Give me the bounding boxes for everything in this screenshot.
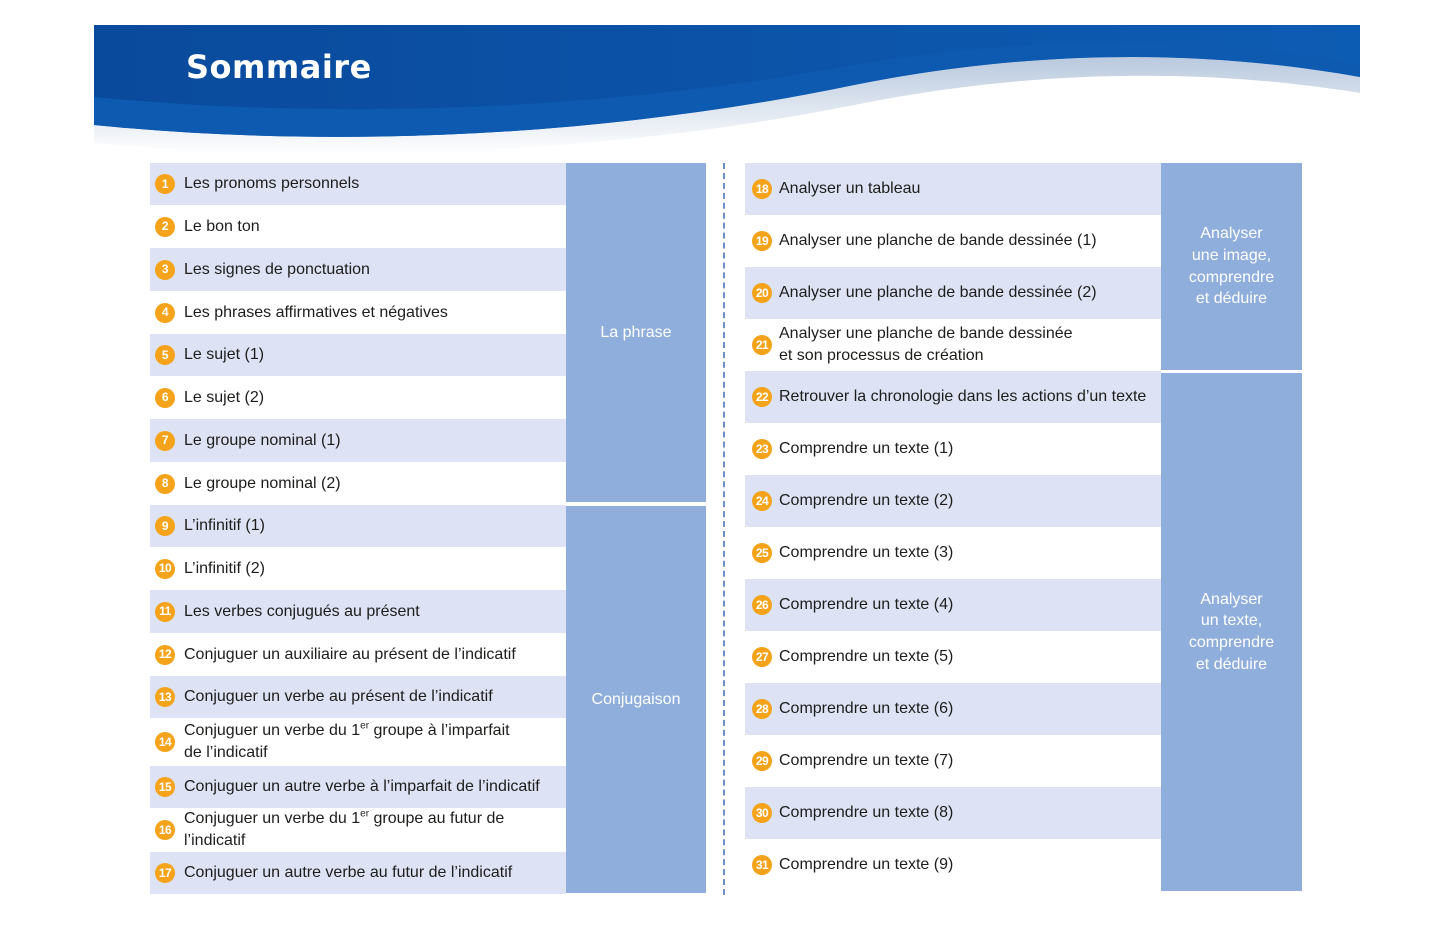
item-label: Retrouver la chronologie dans les actions d’un texte xyxy=(779,388,1147,406)
category-analyser-texte: Analyser un texte, comprendre et déduire xyxy=(1161,373,1302,891)
item-number-badge: 27 xyxy=(752,647,772,667)
item-number-badge: 8 xyxy=(155,474,175,494)
item-number-badge: 28 xyxy=(752,699,772,719)
item-number-badge: 18 xyxy=(752,179,772,199)
item-number-badge: 29 xyxy=(752,751,772,771)
item-number-badge: 20 xyxy=(752,283,772,303)
item-label: Le sujet (1) xyxy=(184,346,265,364)
item-number-badge: 26 xyxy=(752,595,772,615)
item-label: L’infinitif (2) xyxy=(184,559,265,577)
item-number-badge: 31 xyxy=(752,855,772,875)
item-number-badge: 24 xyxy=(752,491,772,511)
summary-item-28 xyxy=(745,683,1161,735)
item-number-badge: 23 xyxy=(752,439,772,459)
item-number-badge: 12 xyxy=(155,645,175,665)
item-number-badge: 3 xyxy=(155,260,175,280)
item-label: Conjuguer un verbe du 1er groupe à l’imparfait de l’indicatif xyxy=(184,721,510,761)
summary-item-24 xyxy=(745,475,1161,527)
item-label: Conjuguer un verbe du 1er groupe au futur de l’indicatif xyxy=(184,809,505,849)
item-label: Les signes de ponctuation xyxy=(184,260,370,278)
item-label: Les verbes conjugués au présent xyxy=(184,602,420,620)
item-label: Le sujet (2) xyxy=(184,388,265,406)
item-number-badge: 16 xyxy=(155,820,175,840)
summary-item-27 xyxy=(745,631,1161,683)
summary-item-14 xyxy=(150,718,566,766)
item-number-badge: 15 xyxy=(155,777,175,797)
item-number-badge: 2 xyxy=(155,217,175,237)
summary-item-18 xyxy=(745,163,1161,215)
item-number-badge: 7 xyxy=(155,431,175,451)
item-label: Le groupe nominal (2) xyxy=(184,474,341,492)
item-label: Comprendre un texte (8) xyxy=(779,804,954,822)
item-label: Comprendre un texte (3) xyxy=(779,544,954,562)
item-number-badge: 6 xyxy=(155,388,175,408)
category-la-phrase: La phrase xyxy=(566,163,706,502)
summary-item-7 xyxy=(150,419,566,462)
header-banner xyxy=(94,25,1360,150)
summary-item-26 xyxy=(745,579,1161,631)
item-number-badge: 13 xyxy=(155,687,175,707)
summary-item-3 xyxy=(150,248,566,291)
summary-item-30 xyxy=(745,787,1161,839)
summary-item-16 xyxy=(150,808,566,852)
category-analyser-image: Analyser une image, comprendre et déduire xyxy=(1161,163,1302,370)
summary-item-19 xyxy=(745,215,1161,267)
item-label: Comprendre un texte (2) xyxy=(779,492,954,510)
item-number-badge: 10 xyxy=(155,559,175,579)
item-label: Comprendre un texte (1) xyxy=(779,440,954,458)
summary-item-21 xyxy=(745,319,1161,371)
summary-item-8 xyxy=(150,462,566,505)
summary-item-17 xyxy=(150,852,566,894)
summary-item-1 xyxy=(150,163,566,205)
item-label: Analyser un tableau xyxy=(779,180,921,198)
summary-item-15 xyxy=(150,766,566,808)
item-label: Analyser une planche de bande dessinée et son processus de création xyxy=(779,325,1073,364)
item-label: Les phrases affirmatives et négatives xyxy=(184,303,448,321)
item-number-badge: 17 xyxy=(155,863,175,883)
item-label: L’infinitif (1) xyxy=(184,517,265,535)
item-label: Conjuguer un autre verbe au futur de l’indicatif xyxy=(184,864,513,882)
summary-item-22 xyxy=(745,371,1161,423)
item-number-badge: 4 xyxy=(155,303,175,323)
item-number-badge: 21 xyxy=(752,335,772,355)
item-label: Les pronoms personnels xyxy=(184,175,360,193)
summary-item-6 xyxy=(150,376,566,419)
wave-banner-graphic xyxy=(94,25,1360,150)
summary-item-12 xyxy=(150,633,566,676)
item-label: Comprendre un texte (7) xyxy=(779,752,954,770)
summary-item-13 xyxy=(150,676,566,718)
summary-item-10 xyxy=(150,547,566,590)
column-divider xyxy=(723,163,725,895)
category-conjugaison: Conjugaison xyxy=(566,506,706,893)
item-label: Comprendre un texte (9) xyxy=(779,856,954,874)
summary-item-29 xyxy=(745,735,1161,787)
item-number-badge: 9 xyxy=(155,516,175,536)
item-label: Comprendre un texte (5) xyxy=(779,648,954,666)
item-number-badge: 11 xyxy=(155,602,175,622)
right-column xyxy=(745,163,1302,891)
item-number-badge: 25 xyxy=(752,543,772,563)
item-label: Conjuguer un verbe au présent de l’indicatif xyxy=(184,688,493,706)
item-label: Analyser une planche de bande dessinée (2) xyxy=(779,284,1097,302)
item-label: Conjuguer un auxiliaire au présent de l’indicatif xyxy=(184,645,516,663)
summary-item-23 xyxy=(745,423,1161,475)
item-number-badge: 22 xyxy=(752,387,772,407)
summary-item-25 xyxy=(745,527,1161,579)
page-title: Sommaire xyxy=(186,48,372,86)
item-label: Comprendre un texte (4) xyxy=(779,596,954,614)
item-number-badge: 14 xyxy=(155,732,175,752)
summary-item-9 xyxy=(150,505,566,547)
summary-item-4 xyxy=(150,291,566,334)
left-item-list xyxy=(150,163,566,894)
item-label: Le bon ton xyxy=(184,217,260,235)
item-number-badge: 19 xyxy=(752,231,772,251)
summary-item-31 xyxy=(745,839,1161,891)
summary-item-11 xyxy=(150,590,566,633)
summary-item-5 xyxy=(150,334,566,376)
item-label: Analyser une planche de bande dessinée (1) xyxy=(779,232,1097,250)
item-label: Le groupe nominal (1) xyxy=(184,431,341,449)
item-number-badge: 5 xyxy=(155,345,175,365)
item-label: Comprendre un texte (6) xyxy=(779,700,954,718)
right-item-list xyxy=(745,163,1161,891)
left-column xyxy=(150,163,706,893)
item-number-badge: 30 xyxy=(752,803,772,823)
item-number-badge: 1 xyxy=(155,174,175,194)
item-label: Conjuguer un autre verbe à l’imparfait de l’indicatif xyxy=(184,778,540,796)
summary-item-2 xyxy=(150,205,566,248)
summary-item-20 xyxy=(745,267,1161,319)
